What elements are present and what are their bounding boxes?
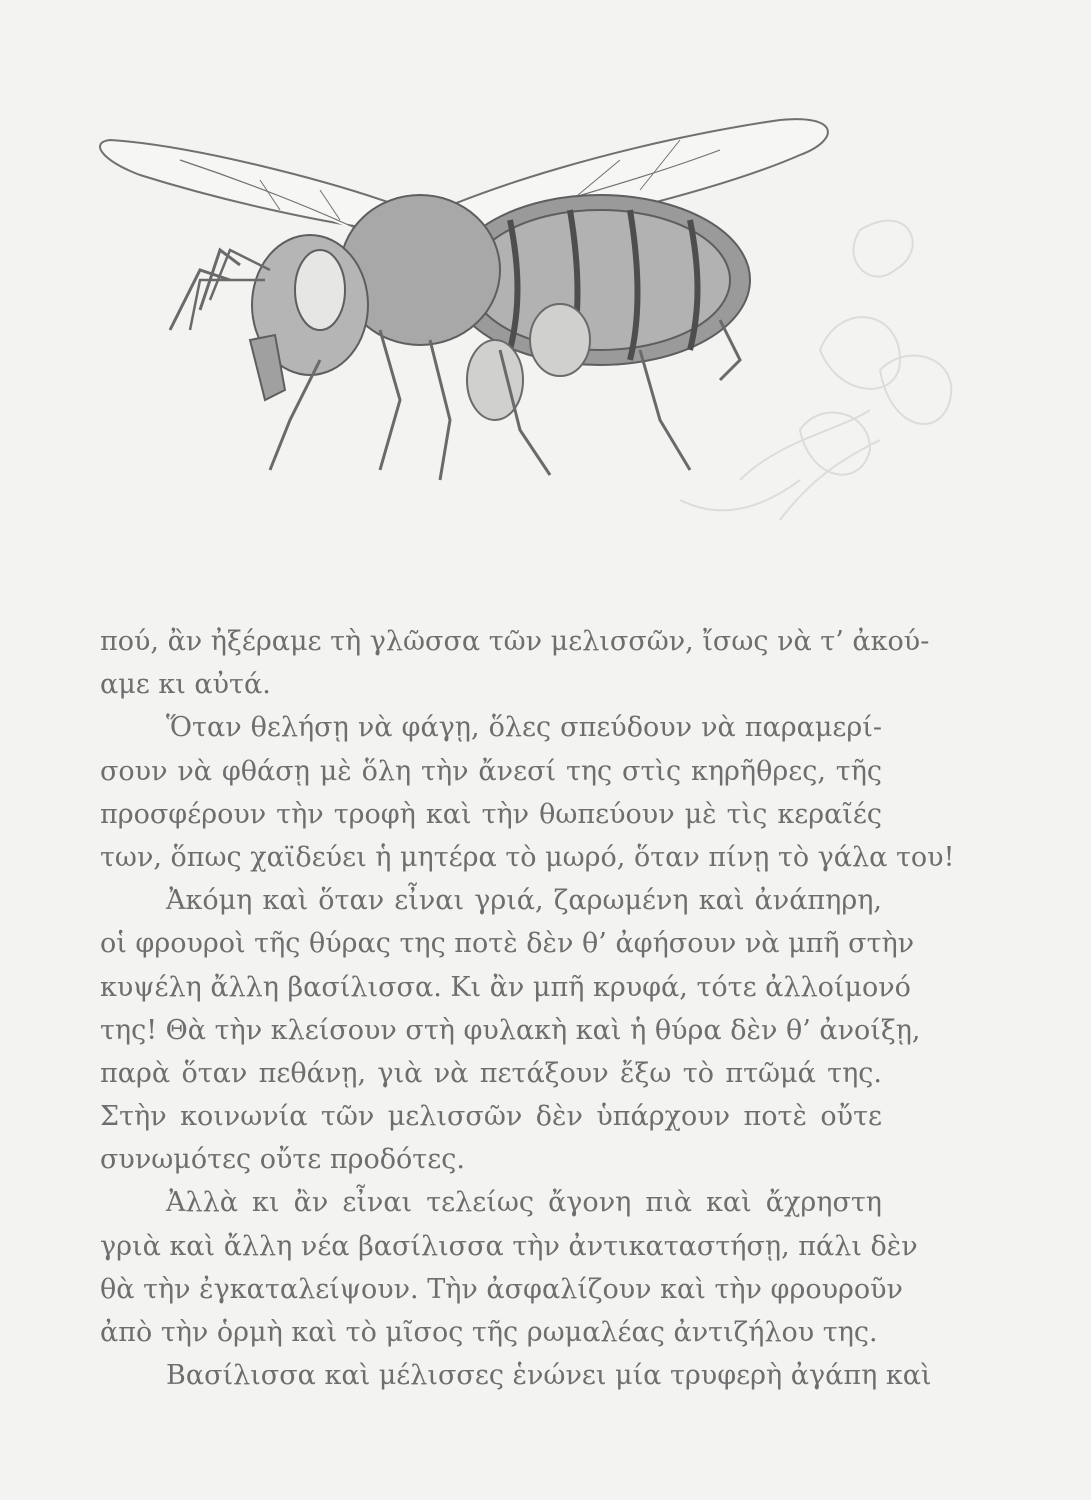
body-text: [100, 620, 955, 1397]
text-line: αμε κι αὐτά.: [100, 669, 271, 701]
text-line: σουν νὰ φθάσῃ μὲ ὅλη τὴν ἄνεσί της στὶς κηρῆθρες, τῆς: [100, 755, 882, 787]
text-line: ἀπὸ τὴν ὁρμὴ καὶ τὸ μῖσος τῆς ρωμαλέας ἀντιζήλου της.: [100, 1317, 878, 1348]
text-line: προσφέρουν τὴν τροφὴ καὶ τὴν θωπεύουν μὲ τὶς κεραῖές: [100, 798, 882, 830]
text-line: Στὴν κοινωνία τῶν μελισσῶν δὲν ὑπάρχουν ποτὲ οὔτε: [100, 1101, 882, 1133]
text-line: γριὰ καὶ ἄλλη νέα βασίλισσα τὴν ἀντικαταστήσῃ, πάλι δὲν: [100, 1230, 918, 1262]
text-line: συνωμότες οὔτε προδότες.: [100, 1144, 465, 1176]
text-line: Βασίλισσα καὶ μέλισσες ἑνώνει μία τρυφερὴ ἀγάπη καὶ: [166, 1360, 932, 1392]
text-line: Ἀκόμη καὶ ὅταν εἶναι γριά, ζαρωμένη καὶ ἀνάπηρη,: [166, 885, 882, 917]
bee-illustration: [80, 100, 960, 540]
text-line: των, ὅπως χαϊδεύει ἡ μητέρα τὸ μωρό, ὅταν πίνῃ τὸ γάλα του!: [100, 841, 955, 873]
text-line: παρὰ ὅταν πεθάνῃ, γιὰ νὰ πετάξουν ἔξω τὸ πτῶμά της.: [100, 1057, 882, 1089]
text-line: της! Θὰ τὴν κλείσουν στὴ φυλακὴ καὶ ἡ θύρα δὲν θ’ ἀνοίξῃ,: [100, 1014, 921, 1046]
text-line: Ὅταν θελήσῃ νὰ φάγῃ, ὅλες σπεύδουν νὰ παραμερί-: [166, 712, 882, 744]
text-line: Ἀλλὰ κι ἂν εἶναι τελείως ἄγονη πιὰ καὶ ἄχρηστη: [166, 1187, 882, 1219]
text-line: πού, ἂν ἠξέραμε τὴ γλῶσσα τῶν μελισσῶν, ἴσως νὰ τ’ ἀκού-: [100, 626, 930, 657]
text-line: κυψέλη ἄλλη βασίλισσα. Κι ἂν μπῆ κρυφά, τότε ἀλλοίμονό: [100, 971, 911, 1003]
text-line: θὰ τὴν ἐγκαταλείψουν. Τὴν ἀσφαλίζουν καὶ τὴν φρουροῦν: [100, 1273, 903, 1305]
text-line: οἱ φρουροὶ τῆς θύρας της ποτὲ δὲν θ’ ἀφήσουν νὰ μπῆ στὴν: [100, 928, 915, 960]
